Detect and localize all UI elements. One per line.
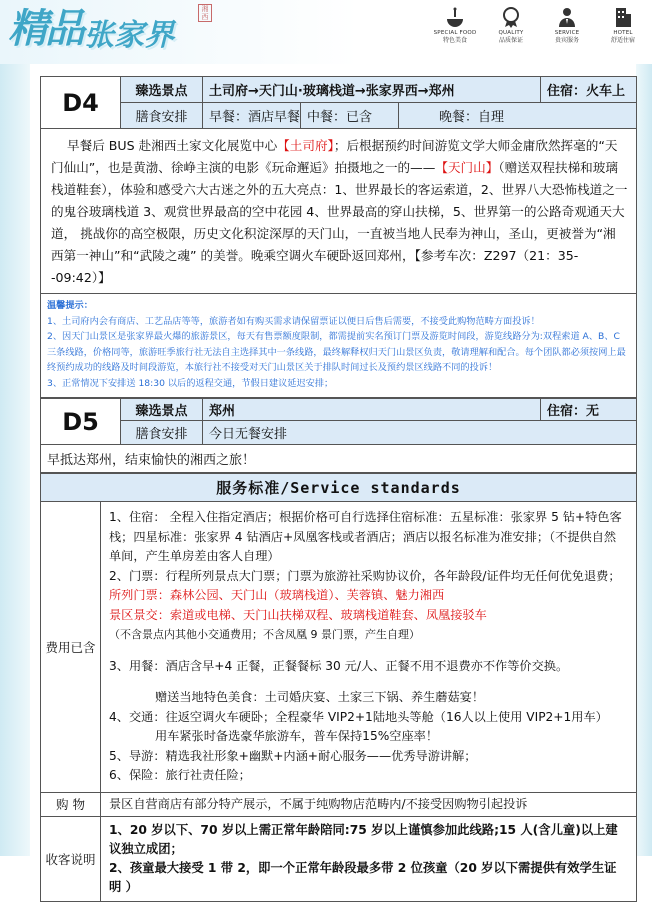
tip-item: 2、因天门山景区是张家界最火爆的旅游景区，每天有售票额度限制，都需提前实名预订门票及游览时间段，游览线路分为:双程索道 A、B、C 三条线路，价格同等，旅游旺季旅行社无法自主选择其中一条线路，最终解释权归天门山景区负责，敬请理解和配合。每个团队都必须按网上最终预约成功的线路及时间段游览，本旅行社不接受对天门山景区关于排队时间过长及预约景区线路不同的投诉！ — [47, 331, 626, 373]
tips-title: 温馨提示： — [47, 300, 93, 311]
badge-hotel — [600, 6, 646, 45]
notice-item: 1、20 岁以下、70 岁以上需正常年龄陪同:75 岁以上谨慎参加此线路;15 人(含儿童)以上建议独立成团； — [109, 823, 618, 856]
desc-text: （赠送双程扶梯和玻璃栈道鞋套），体验和感受六大古迷之外的五大亮点：1、世界最长的客运索道，2、世界八大恐怖栈道之一的鬼谷玻璃栈道 3、观赏世界最高的空中花园 4、世界最高的穿山扶梯，5、世界第一的公路奇观通天大道， 挑战你的高空极限，历史文化积淀深厚的天门山，一直被当地人民奉为神山，圣山，更被誉为“湘西第一神山”和“武陵之魂” 的美誉。晚乘空调火车硬卧返回郑州，【参考车次：Z297（21：35--09:42）】 — [51, 160, 628, 285]
day4-lunch: 中餐：已含 — [301, 103, 399, 129]
day5-spot-label: 臻选景点 — [121, 399, 203, 421]
badge-cn: 特色美食 — [442, 37, 467, 44]
badge-cn: 贵宾服务 — [554, 37, 579, 44]
fee-insurance: 6、保险：旅行社责任险； — [109, 768, 251, 782]
desc-text: ；后根据预约时间游览文学大师金庸欣然挥毫的“天门仙山”，也是黄渤、徐峥主演的电影《玩命邂逅》拍摄地之一的—— — [51, 138, 618, 175]
day4-tips — [41, 294, 637, 398]
badge-service — [544, 6, 590, 45]
day4-description — [41, 129, 637, 294]
day5-meal: 今日无餐安排 — [203, 421, 637, 445]
day4-meal-label: 膳食安排 — [121, 103, 203, 129]
day5-meal-label: 膳食安排 — [121, 421, 203, 445]
notice-item: 2、孩童最大接受 1 带 2，即一个正常年龄段最多带 2 位孩童（20 岁以下需提供有效学生证明 ） — [109, 861, 617, 894]
quality-icon — [500, 6, 522, 28]
tip-item: 1、土司府内会有商店、工艺品店等等，旅游者如有购买需求请保留票证以便日后售后需要，不接受此购物范畴方面投诉！ — [47, 315, 540, 327]
seal-stamp: 湘西 — [198, 4, 212, 22]
brand-logo — [8, 2, 174, 54]
day5-route: 郑州 — [203, 399, 541, 421]
fee-tickets: 2、门票：行程所列景点大门票；门票为旅游社采购协议价，各年龄段/证件均无任何优免退费； — [109, 568, 621, 583]
left-decor-band — [0, 64, 30, 856]
badge-en: SERVICE — [554, 30, 580, 36]
day4-label: D4 — [41, 77, 121, 129]
fee-label: 费用已含 — [41, 502, 101, 793]
badge-cn: 品质保证 — [498, 37, 523, 44]
fee-transport: 4、交通：往返空调火车硬卧；全程豪华 VIP2+1陆地头等舱（16人以上使用 VIP2+1用车） — [109, 709, 608, 724]
fee-transport-note: 用车紧张时备选豪华旅游车，普车保持15%空座率！ — [155, 729, 439, 743]
day4-breakfast: 早餐：酒店早餐 — [203, 103, 301, 129]
food-icon — [444, 6, 466, 28]
day4-stay: 住宿：火车上 — [541, 77, 637, 103]
badge-en: HOTEL — [613, 30, 633, 36]
notice-label: 收客说明 — [41, 817, 101, 902]
shopping-content: 景区自营商店有部分特产展示，不属于纯购物店范畴内/不接受因购物引起投诉 — [101, 792, 637, 817]
right-decor-band — [636, 64, 652, 856]
hotel-icon — [612, 6, 634, 28]
badge-cn: 舒适住宿 — [610, 37, 635, 44]
fee-guide: 5、导游：精选我社形象+幽默+内涵+耐心服务——优秀导游讲解； — [109, 748, 477, 763]
page-header — [0, 0, 652, 64]
itinerary-content — [40, 76, 636, 902]
fee-content — [101, 502, 637, 793]
day5-table — [40, 398, 637, 473]
logo-sub-text: 张家界 — [84, 18, 174, 53]
badge-en: SPECIAL FOOD — [433, 30, 477, 36]
fee-gift-food: 赠送当地特色美食：土司婚庆宴、土家三下锅、养生蘑菇宴！ — [155, 690, 485, 704]
desc-text: 早餐后 BUS 赴湘西土家文化展览中心 — [67, 138, 278, 153]
service-icon — [556, 6, 578, 28]
desc-highlight-tianmenshan: 【天门山】 — [435, 160, 499, 175]
fee-listed-tickets: 所列门票：森林公园、天门山（玻璃栈道）、芙蓉镇、魅力湘西 — [109, 588, 445, 602]
service-table — [40, 473, 637, 902]
tip-item: 3、正常情况下安排送 18:30 以后的返程交通，节假日建议延迟安排； — [47, 377, 334, 389]
service-title: 服务标准/Service standards — [41, 474, 637, 502]
day5-label: D5 — [41, 399, 121, 445]
day4-dinner: 晚餐：自理 — [399, 103, 637, 129]
badge-en: QUALITY — [498, 30, 524, 36]
notice-content — [101, 817, 637, 902]
day5-end-text: 早抵达郑州，结束愉快的湘西之旅！ — [41, 445, 637, 473]
fee-meals: 3、用餐：酒店含早+4 正餐，正餐餐标 30 元/人、正餐不用不退费亦不作等价交换。 — [109, 658, 569, 673]
badge-special-food — [432, 6, 478, 45]
desc-highlight-tusifu: 【土司府】 — [277, 138, 334, 153]
shopping-label: 购 物 — [41, 792, 101, 817]
day4-route: 土司府→天门山·玻璃栈道→张家界西→郑州 — [203, 77, 541, 103]
fee-scenic-transport: 景区景交：索道或电梯、天门山扶梯双程、玻璃栈道鞋套、凤凰接驳车 — [109, 607, 487, 622]
day4-table — [40, 76, 637, 398]
day4-spot-label: 臻选景点 — [121, 77, 203, 103]
fee-accommodation: 1、住宿： 全程入住指定酒店；根据价格可自行选择住宿标准：五星标准：张家界 5 钻+特色客栈；四星标准：张家界 4 钻酒店+凤凰客栈或者酒店；酒店以报名标准为准安排；（不提供自然单间，产生单房差由客人自理） — [109, 510, 622, 563]
logo-main-text: 精品 — [8, 5, 82, 52]
fee-exclusions: （不含景点内其他小交通费用；不含凤凰 9 景门票，产生自理） — [109, 628, 420, 641]
day5-stay: 住宿：无 — [541, 399, 637, 421]
badge-quality — [488, 6, 534, 45]
feature-badges — [432, 6, 646, 45]
